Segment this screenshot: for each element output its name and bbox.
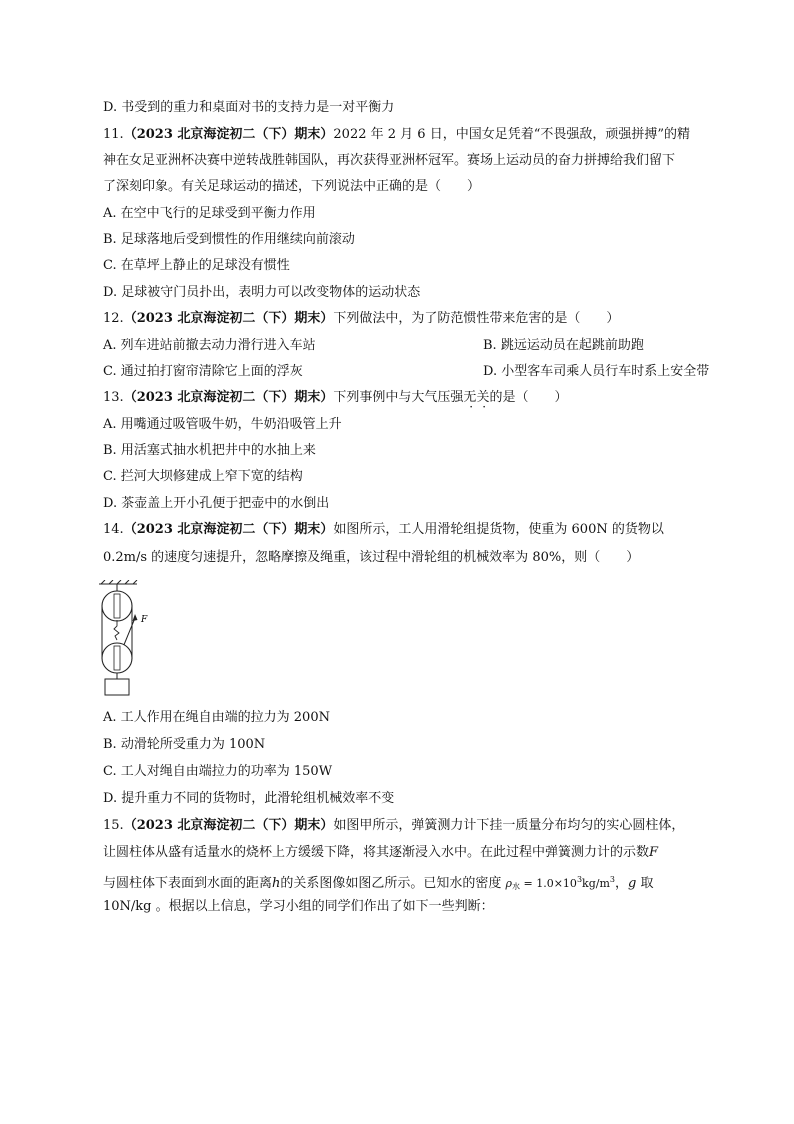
cargo-block xyxy=(105,679,129,695)
force-arrow xyxy=(133,614,138,621)
q13-option-d: D. 茶壶盖上开小孔便于把壶中的水倒出 xyxy=(103,496,330,511)
q15-stem-2: 让圆柱体从盛有适量水的烧杯上方缓缓下降，将其逐渐浸入水中。在此过程中弹簧测力计的示数 xyxy=(103,845,650,860)
q12-option-d: D. 小型客车司乘人员行车时系上安全带 xyxy=(483,364,710,379)
q13-stem-after: 的是（ ） xyxy=(489,390,568,405)
q15-rho-exp: 3 xyxy=(576,875,583,884)
q14-option-b: B. 动滑轮所受重力为 100N xyxy=(103,737,266,752)
q15-var-h: h xyxy=(272,876,281,891)
q12-line1 xyxy=(103,311,619,327)
q11-line1 xyxy=(103,127,690,143)
ceiling-hatch xyxy=(99,580,137,584)
q15-rho-unit: kg/m xyxy=(582,877,610,890)
q14-source: （2023 北京海淀初二（下）期末） xyxy=(123,522,334,537)
pulley-system-figure xyxy=(95,580,165,700)
q13-source: （2023 北京海淀初二（下）期末） xyxy=(123,390,334,405)
q15-number: 15. xyxy=(103,818,124,833)
q12-option-a: A. 列车进站前撤去动力滑行进入车站 xyxy=(103,338,316,353)
q11-option-b: B. 足球落地后受到惯性的作用继续向前滚动 xyxy=(103,232,355,247)
q15-stem-1: 如图甲所示，弹簧测力计下挂一质量分布均匀的实心圆柱体， xyxy=(333,818,685,833)
q15-density-formula xyxy=(506,877,615,890)
q15-comma: ， xyxy=(614,876,628,891)
q15-rho-unit-exp: 3 xyxy=(609,875,615,884)
q13-number: 13. xyxy=(103,390,124,405)
q15-stem-3b: 的关系图像如图乙所示。已知水的密度 xyxy=(280,876,502,891)
q12-options-cd xyxy=(103,364,710,380)
q11-option-d: D. 足球被守门员扑出，表明力可以改变物体的运动状态 xyxy=(103,285,421,300)
q13-option-b: B. 用活塞式抽水机把井中的水抽上来 xyxy=(103,443,316,458)
force-label-f: F xyxy=(141,615,148,625)
q15-line2 xyxy=(103,845,658,861)
q11-number: 11. xyxy=(103,127,124,142)
q10-option-d: D. 书受到的重力和桌面对书的支持力是一对平衡力 xyxy=(103,100,395,115)
q13-line1 xyxy=(103,390,567,406)
q12-stem: 下列做法中，为了防范惯性带来危害的是（ ） xyxy=(333,311,620,326)
q15-line1 xyxy=(103,818,684,834)
q13-option-c: C. 拦河大坝修建成上窄下宽的结构 xyxy=(103,469,303,484)
q14-option-d: D. 提升重力不同的货物时，此滑轮组机械效率不变 xyxy=(103,791,395,806)
q11-line2: 神在女足亚洲杯决赛中逆转战胜韩国队，再次获得亚洲杯冠军。赛场上运动员的奋力拼搏给我们留下 xyxy=(103,153,676,168)
q13-option-a: A. 用嘴通过吸管吸牛奶，牛奶沿吸管上升 xyxy=(103,417,342,432)
q15-line3 xyxy=(103,872,653,895)
q11-line3: 了深刻印象。有关足球运动的描述，下列说法中正确的是（ ） xyxy=(103,179,481,194)
q15-rho-value: = 1.0×10 xyxy=(520,877,577,890)
q15-var-f: F xyxy=(649,845,659,860)
q12-number: 12. xyxy=(103,311,124,326)
q15-line4: 10N/kg 。根据以上信息，学习小组的同学们作出了如下一些判断： xyxy=(103,899,494,914)
q13-emphasis-guan: 关 xyxy=(476,390,490,405)
q14-stem-1: 如图所示，工人用滑轮组提货物，使重为 600N 的货物以 xyxy=(333,522,664,537)
q14-line2: 0.2m/s 的速度匀速提升，忽略摩擦及绳重，该过程中滑轮组的机械效率为 80%，则（ ） xyxy=(103,550,640,565)
q14-line1 xyxy=(103,522,664,538)
q15-rho: ρ xyxy=(505,877,513,890)
q14-option-a: A. 工人作用在绳自由端的拉力为 200N xyxy=(103,710,330,725)
q11-source: （2023 北京海淀初二（下）期末） xyxy=(123,127,334,142)
q14-option-c: C. 工人对绳自由端拉力的功率为 150W xyxy=(103,764,333,779)
q15-var-g: g xyxy=(627,876,637,891)
q12-option-b: B. 跳远运动员在起跳前助跑 xyxy=(483,338,644,353)
q12-option-c: C. 通过拍打窗帘清除它上面的浮灰 xyxy=(103,364,303,379)
q13-emphasis-wu: 无 xyxy=(463,390,477,405)
q11-stem-1: 2022 年 2 月 6 日，中国女足凭着“不畏强敌，顽强拼搏”的精 xyxy=(333,127,690,142)
q14-number: 14. xyxy=(103,522,124,537)
q15-source: （2023 北京海淀初二（下）期末） xyxy=(123,818,334,833)
q11-option-c: C. 在草坪上静止的足球没有惯性 xyxy=(103,258,290,273)
q15-stem-3a: 与圆柱体下表面到水面的距离 xyxy=(103,876,273,891)
q13-stem-before: 下列事例中与大气压强 xyxy=(333,390,464,405)
q15-rho-sub: 水 xyxy=(512,882,521,891)
q12-options-ab xyxy=(103,338,644,354)
q12-source: （2023 北京海淀初二（下）期末） xyxy=(123,311,334,326)
q15-take: 取 xyxy=(636,876,654,891)
q11-option-a: A. 在空中飞行的足球受到平衡力作用 xyxy=(103,206,316,221)
